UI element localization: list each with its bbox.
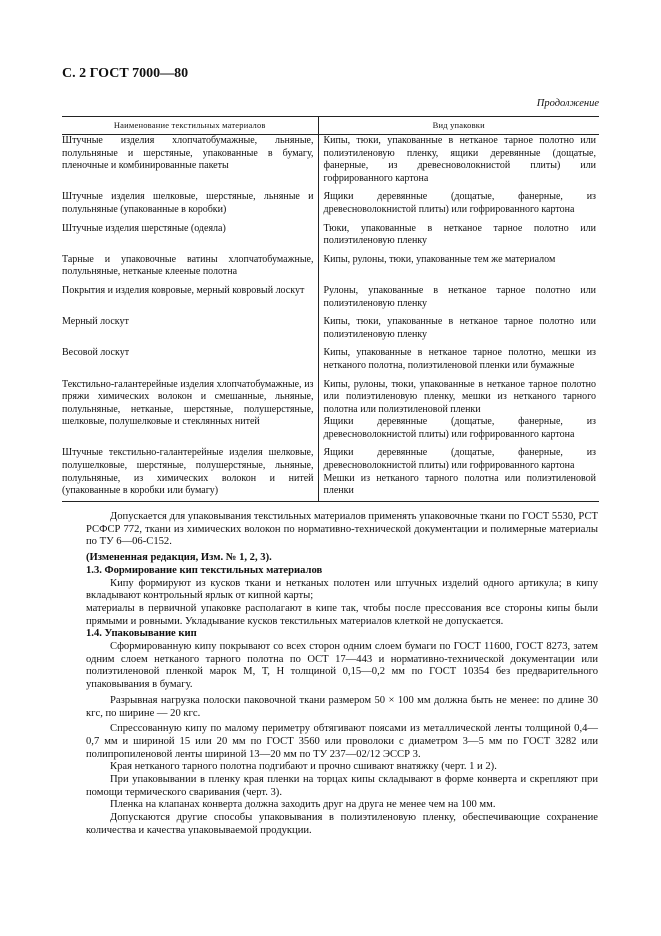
table-header-row (62, 117, 599, 135)
material-cell: Мерный лоскут (62, 316, 129, 328)
table-row (62, 316, 599, 347)
page-header: С. 2 ГОСТ 7000—80 (62, 66, 189, 81)
packaging-cell: Ящики деревянные (дощатые, фанерные, из древесноволокнистой плиты) или гофрированного картона (318, 191, 599, 222)
table-row (62, 285, 599, 316)
paragraph: Разрывная нагрузка полоски паковочной ткани размером 50 × 100 мм должна быть не менее: по длине 30 кгс, по ширине — 20 кгс. (86, 694, 598, 719)
table-row (62, 347, 599, 378)
material-cell: Штучные текстильно-галантерейные изделия шелковые, полушелковые, шерстяные, полушерстяные, льняные, полульняные, из химических волокон и нитей (упакованные в коробки или бумагу) (62, 447, 318, 501)
body-text (86, 511, 598, 838)
packaging-cell: Рулоны, упакованные в нетканое тарное полотно или полиэтиленовую пленку (318, 285, 599, 316)
packaging-option: Ящики деревянные (дощатые, фанерные, из древесноволокнистой плиты) или гофрированного картона (323, 447, 596, 472)
table-row (62, 191, 599, 222)
packaging-cell: Тюки, упакованные в нетканое тарное полотно или полиэтиленовую пленку (318, 223, 599, 254)
packaging-cell: Кипы, упакованные в нетканое тарное полотно, мешки из нетканого полотна, полиэтиленовой пленки или бумажные (318, 347, 599, 378)
paragraph: Пленка на клапанах конверта должна заходить друг на друга не менее чем на 100 мм. (110, 799, 496, 811)
packaging-cell: Кипы, тюки, упакованные в нетканое тарное полотно или полиэтиленовую пленку (318, 316, 599, 347)
paragraph: Кипу формируют из кусков ткани и нетканых полотен или штучных изделий одного артикула; в кипу вкладывают контрольный ярлык от кипной карты; (86, 577, 598, 602)
amendment-note: (Измененная редакция, Изм. № 1, 2, 3). (86, 552, 272, 564)
material-cell: Тарные и упаковочные ватины хлопчатобумажные, полульняные, нетканые клееные полотна (62, 253, 314, 278)
packaging-option: Мешки из нетканого тарного полотна или полиэтиленовой пленки (323, 472, 596, 497)
table-row (62, 447, 599, 501)
material-cell: Штучные изделия хлопчатобумажные, льняные, полульняные и шерстяные, упакованные в бумагу, пленочные и комбинированные пакеты (62, 135, 314, 172)
packaging-option: Ящики деревянные (дощатые, фанерные, из древесноволокнистой плиты) или гофрированного картона (323, 416, 596, 440)
paragraph: Допускается для упаковывания текстильных материалов применять упаковочные ткани по ГОСТ 5530, РСТ РСФСР 772, ткани из химических волокон по нормативно-технической документации и полимерные материалы по ТУ 6—06-С152. (86, 511, 598, 548)
paragraph: Допускаются другие способы упаковывания в полиэтиленовую пленку, обеспечивающие сохранение количества и качества упаковываемой продукции. (86, 812, 598, 836)
section-heading: 1.3. Формирование кип текстильных материалов (86, 564, 323, 576)
packaging-option: Кипы, рулоны, тюки, упакованные в нетканое тарное полотно или полиэтиленовую пленку, мешки из нетканого тарного полотна или полиэтиленовой пленки (323, 378, 596, 415)
material-cell: Текстильно-галантерейные изделия хлопчатобумажные, из пряжи химических волокон и смешанные, льняные, полульняные, нетканые, шерстяные, полушерстяные, шелковые, полушелковые и стеклянных нитей (62, 378, 314, 428)
paragraph: Края нетканого тарного полотна подгибают и прочно сшивают внатяжку (черт. 1 и 2). (110, 761, 497, 773)
paragraph: Спрессованную кипу по малому периметру обтягивают поясами из металлической ленты толщиной 0,4—0,7 мм и шириной 15 или 20 мм по ГОСТ 3560 или проволоки с диаметром 3—5 мм по ГОСТ 3282 или полипропиленовой ленты шириной 13—20 мм по ТУ 237—02/12 ЭССР 3. (86, 723, 598, 760)
paragraph: Сформированную кипу покрывают со всех сторон одним слоем бумаги по ГОСТ 11600, ГОСТ 8273, затем одним слоем нетканого тарного полотна по ОСТ 17—443 и нормативно-технической документации или полиэтиленовой пленкой марок М, Т, Н толщиной 0,15—0,2 мм по ГОСТ 10354 без предварительного упаковывания в бумагу. (86, 641, 598, 691)
material-cell: Штучные изделия шелковые, шерстяные, льняные и полульняные (упакованные в коробки) (62, 191, 314, 215)
paragraph: материалы в первичной упаковке располагают в кипе так, чтобы после прессования все стороны кипы были прямыми и ровными. Укладывание кусков текстильных материалов клеткой не допускается. (86, 602, 598, 627)
packaging-cell (318, 447, 599, 501)
packaging-cell: Кипы, рулоны, тюки, упакованные тем же материалом (318, 254, 599, 285)
section-heading: 1.4. Упаковывание кип (86, 628, 197, 640)
table-row (62, 379, 599, 448)
continuation-label: Продолжение (536, 98, 599, 109)
col-header-materials: Наименование текстильных материалов (62, 117, 318, 135)
packaging-cell: Кипы, тюки, упакованные в нетканое тарное полотно или полиэтиленовую пленку, ящики деревянные (дощатые, фанерные, из древесноволокнистой плиты) или гофрированного картона (318, 135, 599, 192)
packaging-cell (318, 379, 599, 448)
table-row (62, 135, 599, 192)
material-cell: Штучные изделия шерстяные (одеяла) (62, 222, 226, 234)
packaging-table (62, 116, 599, 502)
material-cell: Весовой лоскут (62, 347, 130, 359)
col-header-packaging: Вид упаковки (318, 117, 599, 135)
paragraph: При упаковывании в пленку края пленки на торцах кипы складывают в форме конверта и скрепляют при помощи термического сваривания (черт. 3). (86, 774, 598, 798)
table-row (62, 254, 599, 285)
table-row (62, 223, 599, 254)
material-cell: Покрытия и изделия ковровые, мерный ковровый лоскут (62, 284, 305, 296)
